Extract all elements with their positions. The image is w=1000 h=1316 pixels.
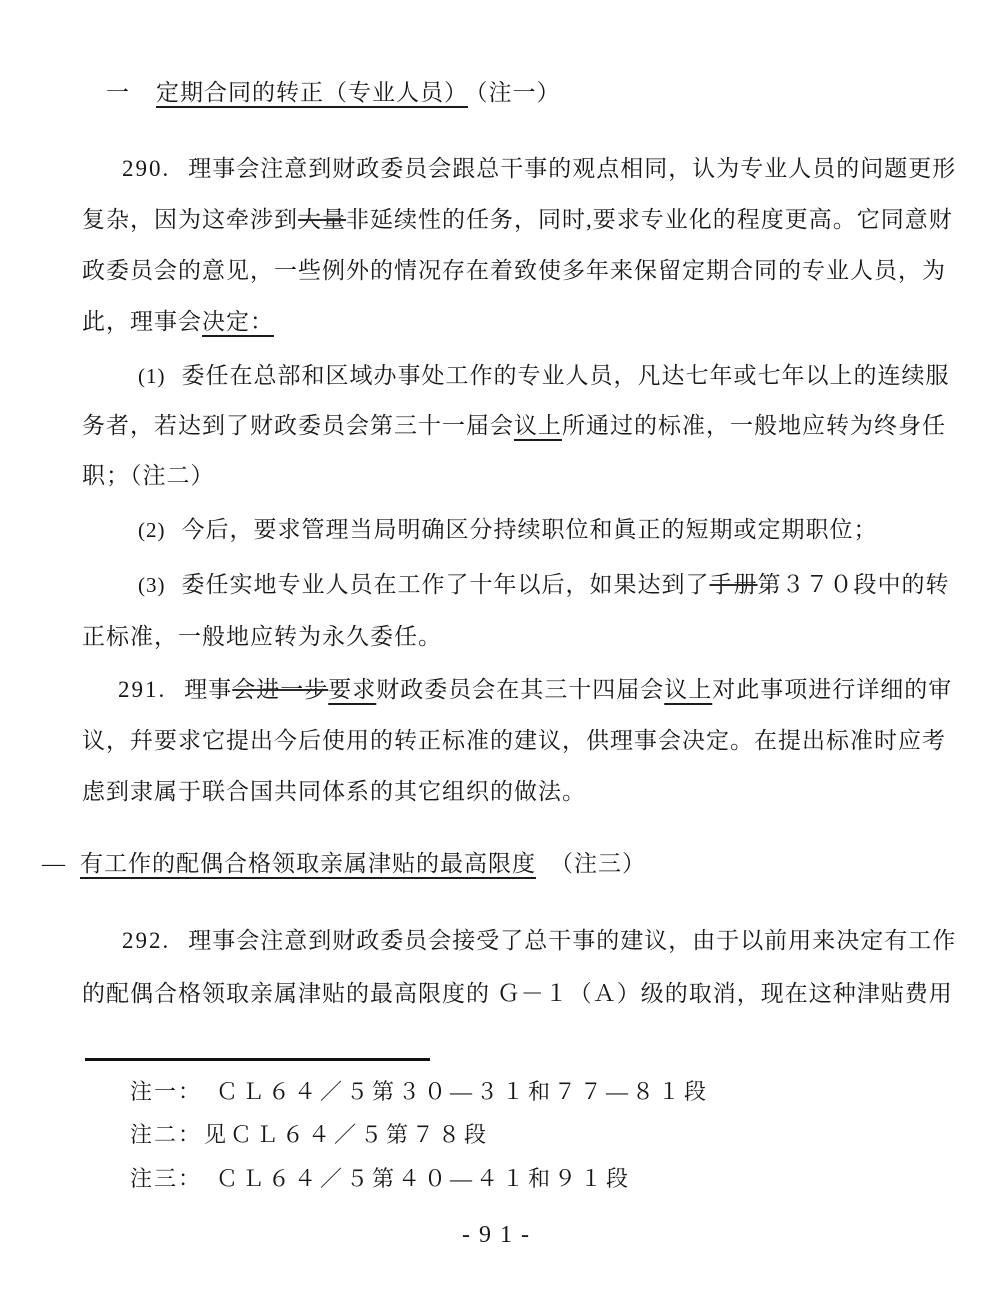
heading-dash-marker: 一 bbox=[106, 80, 130, 105]
footnote-2-text: 见ＣＬ６４／５第７８段 bbox=[204, 1122, 491, 1147]
heading-dash-marker: — bbox=[42, 851, 66, 876]
para-number-292: 292. bbox=[122, 928, 171, 953]
item-1-text: 所通过的标准，一般地应转为终身任 bbox=[562, 413, 946, 438]
list-item-3-line-1 bbox=[138, 566, 950, 599]
footnote-1-text: ＣＬ６４／５第３０—３１和７７—８１段 bbox=[216, 1079, 711, 1104]
para-290-text: 复杂，因为这牵涉到 bbox=[82, 207, 298, 232]
item-3-text: 委任实地专业人员在工作了十年以后，如果达到了 bbox=[181, 572, 710, 597]
footnote-2 bbox=[130, 1118, 490, 1149]
para-291-text: 理事 bbox=[184, 677, 233, 702]
section-heading-fixed-term-conversion bbox=[106, 74, 561, 107]
underlined-text: 议上 bbox=[664, 677, 713, 702]
para-291-line-1 bbox=[118, 671, 952, 704]
para-292-line-1 bbox=[122, 922, 956, 955]
underlined-text: 议上 bbox=[514, 413, 562, 438]
para-290-line-1 bbox=[122, 150, 956, 183]
heading-title: 定期合同的转正（专业人员） bbox=[156, 80, 468, 105]
para-292-line-2 bbox=[82, 975, 953, 1008]
page-number: -91- bbox=[462, 1222, 538, 1248]
para-291-line-3 bbox=[82, 773, 586, 806]
footnote-3 bbox=[130, 1162, 632, 1193]
struck-text: 手册 bbox=[709, 572, 758, 597]
list-item-2 bbox=[138, 511, 878, 544]
item-number-2: (2) bbox=[138, 518, 166, 542]
item-1-text: 职；（注二） bbox=[82, 463, 215, 488]
para-number-290: 290. bbox=[122, 156, 171, 181]
item-1-text: 务者，若达到了财政委员会第三十一届会 bbox=[82, 413, 514, 438]
underlined-decision: 决定： bbox=[202, 309, 274, 334]
para-291-line-2 bbox=[82, 722, 946, 755]
para-number-291: 291. bbox=[118, 677, 167, 702]
para-291-text: 财政委员会在其三十四届会 bbox=[376, 677, 665, 702]
item-1-text: 委任在总部和区域办事处工作的专业人员，凡达七年或七年以上的连续服 bbox=[181, 363, 950, 388]
footnote-1 bbox=[130, 1075, 710, 1106]
underlined-request: 要求 bbox=[328, 677, 377, 702]
para-290-line-4 bbox=[82, 303, 274, 336]
item-3-text: 第３７０段中的转 bbox=[757, 572, 950, 597]
para-291-text: 对此事项进行详细的审 bbox=[712, 677, 953, 702]
list-item-1-line-1 bbox=[138, 357, 950, 390]
section-heading-spouse-allowance-ceiling bbox=[42, 845, 646, 878]
footnote-3-text: ＣＬ６４／５第４０—４１和９１段 bbox=[216, 1166, 633, 1191]
heading-underlined-group bbox=[42, 851, 536, 876]
footnote-3-label: 注三： bbox=[130, 1166, 203, 1191]
item-number-3: (3) bbox=[138, 573, 166, 597]
struck-text: 大量 bbox=[298, 207, 346, 232]
item-3-text: 正标准，一般地应转为永久委任。 bbox=[82, 624, 442, 649]
para-291-text: 议，幷要求它提出今后使用的转正标准的建议，供理事会决定。在提出标准时应考 bbox=[82, 728, 946, 753]
item-number-1: (1) bbox=[138, 364, 166, 388]
heading-title: 有工作的配偶合格领取亲属津贴的最高限度 bbox=[80, 851, 536, 876]
para-290-text: 理事会注意到财政委员会跟总干事的观点相同，认为专业人员的问题更形 bbox=[188, 156, 957, 181]
para-290-line-3 bbox=[82, 252, 946, 285]
footnote-2-label: 注二： bbox=[130, 1122, 203, 1147]
para-290-text: 政委员会的意见，一些例外的情况存在着致使多年来保留定期合同的专业人员，为 bbox=[82, 258, 946, 283]
para-290-line-2 bbox=[82, 201, 953, 234]
para-290-text: 此，理事会 bbox=[82, 309, 202, 334]
item-2-text: 今后，要求管理当局明确区分持续职位和眞正的短期或定期职位； bbox=[181, 517, 878, 542]
footnote-ref-3: （注三） bbox=[550, 851, 646, 876]
list-item-1-line-2 bbox=[82, 407, 946, 440]
para-290-text: 非延续性的任务，同时,要求专业化的程度更高。它同意财 bbox=[346, 207, 953, 232]
para-292-text: 的配偶合格领取亲属津贴的最高限度的 Ｇ－１（Ａ）级的取消，现在这种津贴费用 bbox=[82, 981, 953, 1006]
para-291-text: 虑到隶属于联合国共同体系的其它组织的做法。 bbox=[82, 779, 586, 804]
footnote-separator-rule bbox=[85, 1058, 430, 1061]
list-item-1-line-3 bbox=[82, 457, 215, 490]
struck-text: 会进一步 bbox=[232, 677, 329, 702]
footnote-ref-1: （注一） bbox=[476, 80, 561, 105]
para-292-text: 理事会注意到财政委员会接受了总干事的建议，由于以前用来决定有工作 bbox=[188, 928, 957, 953]
footnote-1-label: 注一： bbox=[130, 1079, 203, 1104]
list-item-3-line-2 bbox=[82, 618, 442, 651]
